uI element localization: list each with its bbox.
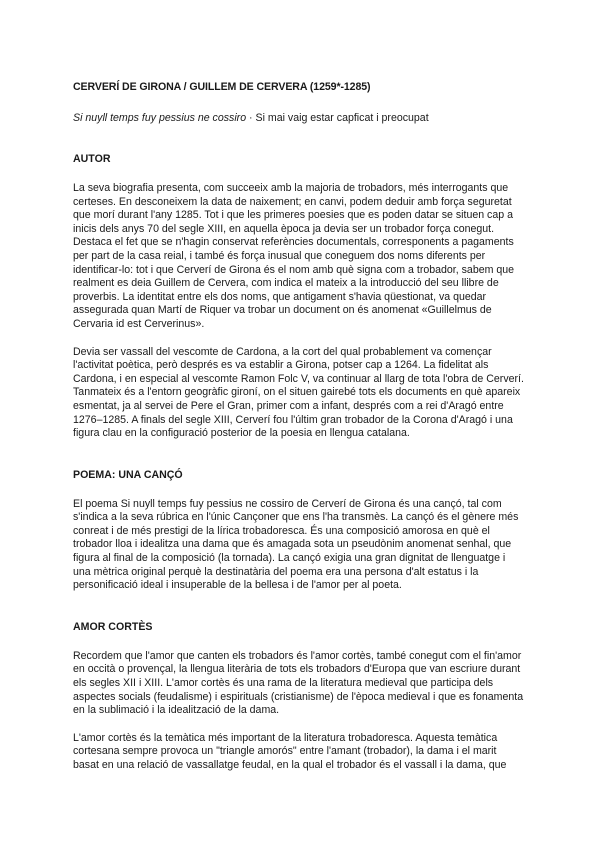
section-poema [73,468,524,593]
document-subtitle [73,111,524,125]
section-amor-cortes [73,620,524,773]
paragraph: La seva biografia presenta, com succeeix amb la majoria de trobadors, més interrogants que certeses. En desconeixem la data de naixement; en canvi, podem deduir amb força seguretat que morí durant l'any 1285. Tot i que les primeres poesies que es poden datar se situen cap a inicis dels anys 70 del segle XIII, en aquella època ja devia ser un trobador força conegut. Destaca el fet que se n'hagin conservat referències documentals, corresponents a pagaments per part de la casa reial, i també és força inusual que coneguem dos noms diferents per identificar-lo: tot i que Cerverí de Girona és el nom amb què signa com a trobador, sabem que realment es deia Guillem de Cervera, com indica el mateix a la introducció del seu llibre de proverbis. La identitat entre els dos noms, que antigament s'havia qüestionat, va quedar assegurada quan Martí de Riquer va trobar un document on és anomenat «Guillelmus de Cervaria id est Cerverinus». [73,182,515,330]
section-heading: POEMA: UNA CANÇÓ [73,468,183,481]
poem-translation: · Si mai vaig estar capficat i preocupat [246,112,429,124]
paragraph: L'amor cortès és la temàtica més important de la literatura trobadoresca. Aquesta temàtica cortesana sempre provoca un "triangle amorós" entre l'amant (trobador), la dama i el marit basat en una relació de vassallatge feudal, en la qual el trobador és el vassall i la dama, que [73,731,507,771]
section-autor [73,152,524,441]
document-title: CERVERÍ DE GIRONA / GUILLEM DE CERVERA (1259*-1285) [73,81,371,93]
poem-title: Si nuyll temps fuy pessius ne cossiro [73,112,247,124]
section-heading: AUTOR [73,153,111,165]
paragraph: Devia ser vassall del vescomte de Cardona, a la cort del qual probablement va començar l'activitat poètica, però després es va establir a Girona, potser cap a 1264. La fidelitat als Cardona, i en especial al vescomte Ramon Folc V, va continuar al llarg de tota l'obra de Cerverí. Tanmateix és a l'entorn geogràfic gironí, on el situen gairebé tots els documents en què apareix esmentat, ja al servei de Pere el Gran, primer com a infant, després com a rei d'Aragó entre 1276–1285. A finals del segle XIII, Cerverí fou l'últim gran trobador de la Corona d'Aragó i una figura clau en la configuració posterior de la poesia en llengua catalana. [73,345,524,440]
paragraph: El poema Si nuyll temps fuy pessius ne cossiro de Cerverí de Girona és una cançó, tal com s'indica a la seva rúbrica en l'únic Cançoner que ens l'ha transmès. La cançó és el gènere més conreat i de més prestigi de la lírica trobadoresca. És una composició amorosa en què el trobador lloa i idealitza una dama que és amagada sota un pseudònim anomenat senhal, que figura al final de la composició (la tornada). La cançó exigia una gran dignitat de llenguatge i una mètrica original perquè la destinatària del poema era una persona d'alt estatus i la personificació ideal i insuperable de la bellesa i de l'amor per al poeta. [73,497,519,592]
paragraph: Recordem que l'amor que canten els trobadors és l'amor cortès, també conegut com el fin'amor en occità o provençal, la llengua literària de tots els trobadors d'Europa que van escriure durant els segles XII i XIII. L'amor cortès és una rama de la literatura medieval que participa dels aspectes socials (feudalisme) i espirituals (cristianisme) de l'època medieval i que es fonamenta en la sublimació i la idealització de la dama. [73,649,524,717]
section-heading: AMOR CORTÈS [73,620,153,633]
